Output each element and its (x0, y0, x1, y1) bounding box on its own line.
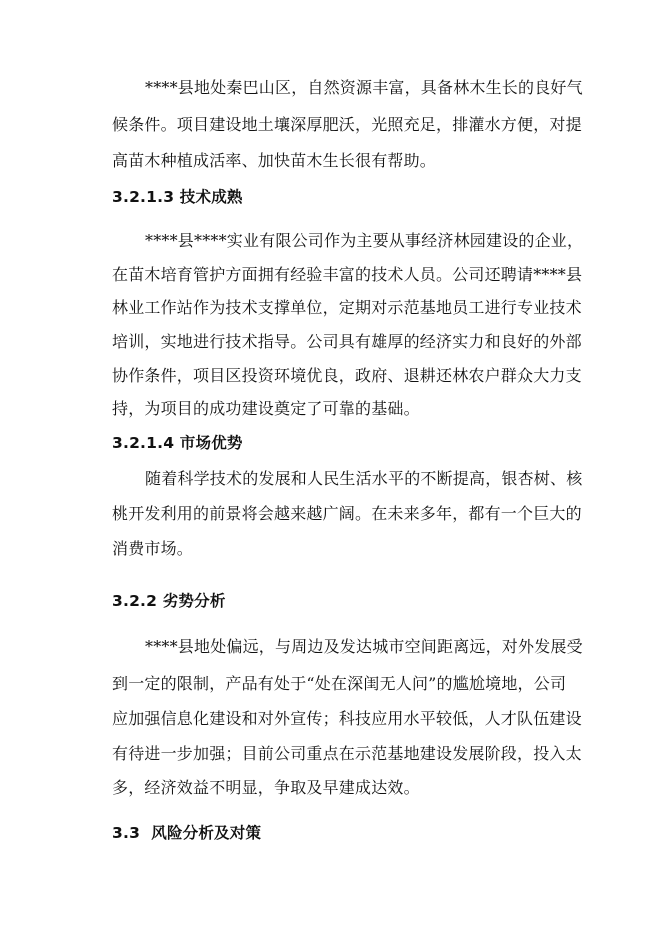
paragraph-line: 应加强信息化建设和对外宣传；科技应用水平较低，人才队伍建设 (112, 709, 582, 728)
paragraph-line: ****县****实业有限公司作为主要从事经济林园建设的企业， (145, 231, 584, 250)
paragraph-line: 桃开发利用的前景将会越来越广阔。在未来多年，都有一个巨大的 (112, 504, 582, 523)
paragraph-line: 有待进一步加强；目前公司重点在示范基地建设发展阶段，投入太 (112, 744, 582, 763)
paragraph-line: 在苗木培育管护方面拥有经验丰富的技术人员。公司还聘请****县 (112, 265, 583, 284)
paragraph-line: 高苗木种植成活率、加快苗木生长很有帮助。 (112, 151, 437, 170)
paragraph-line: 随着科学技术的发展和人民生活水平的不断提高，银杏树、核 (145, 469, 583, 488)
paragraph-line: 持，为项目的成功建设奠定了可靠的基础。 (112, 399, 420, 418)
paragraph-line: ****县地处秦巴山区，自然资源丰富，具备林木生长的良好气 (145, 78, 583, 97)
section-heading: 3.3 风险分析及对策 (112, 824, 262, 842)
paragraph-line: 消费市场。 (112, 539, 194, 558)
section-heading: 3.2.1.4 市场优势 (112, 434, 243, 452)
section-heading: 3.2.2 劣势分析 (112, 592, 226, 610)
paragraph-line: 培训，实地进行技术指导。公司具有雄厚的经济实力和良好的外部 (112, 332, 582, 351)
paragraph-line: 协作条件，项目区投资环境优良，政府、退耕还林农户群众大力支 (112, 366, 582, 385)
section-heading: 3.2.1.3 技术成熟 (112, 188, 243, 206)
paragraph-line: 林业工作站作为技术支撑单位，定期对示范基地员工进行专业技术 (112, 298, 582, 317)
paragraph-line: 候条件。项目建设地土壤深厚肥沃，光照充足，排灌水方便，对提 (112, 115, 582, 134)
paragraph-line: 多，经济效益不明显，争取及早建成达效。 (112, 778, 420, 797)
paragraph-line: ****县地处偏远，与周边及发达城市空间距离远，对外发展受 (145, 637, 583, 656)
paragraph-line: 到一定的限制，产品有处于“处在深闺无人问”的尴尬境地，公司 (112, 674, 567, 693)
